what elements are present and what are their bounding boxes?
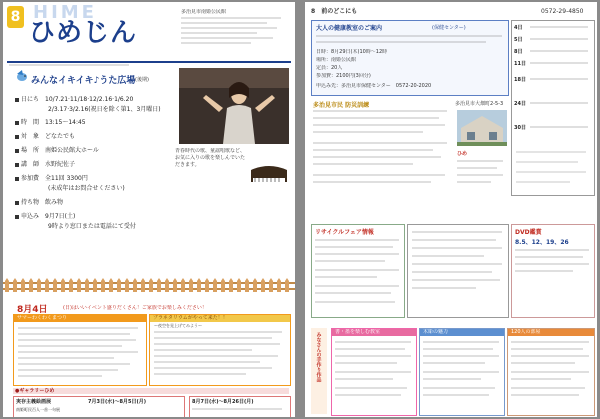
schedule-day-5: 18日 bbox=[514, 77, 526, 83]
woodcarving-title: 木彫の魅力 bbox=[420, 329, 504, 336]
detail-key: 講 師 bbox=[21, 161, 40, 168]
detail-key: 持ち物 bbox=[21, 199, 40, 206]
building-photo bbox=[457, 110, 507, 146]
bullet-icon bbox=[15, 121, 19, 125]
right-top-heading: 前のどこにも bbox=[321, 8, 358, 15]
detail-key: 参加費 bbox=[21, 175, 40, 182]
section-bird-icon bbox=[15, 70, 29, 82]
detail-row-11 bbox=[48, 221, 136, 230]
health-class-tag: (保健センター) bbox=[432, 25, 466, 31]
recycle-panel bbox=[311, 224, 405, 318]
gallery-panel-1 bbox=[13, 396, 185, 417]
singer-photo bbox=[179, 68, 289, 144]
schedule-day-2: 5日 bbox=[514, 37, 523, 43]
mid-section-address: 多治見市大畑町2-5-3 bbox=[455, 101, 504, 107]
detail-value: 10/7.21·11/18·12/2.16·1/6.20 bbox=[45, 96, 134, 103]
summer-festival-panel bbox=[13, 314, 147, 386]
bottom-side-title: みなさんの手作り作品 bbox=[315, 332, 322, 382]
calligraphy-panel bbox=[331, 328, 417, 416]
detail-row-7 bbox=[15, 173, 88, 182]
dvd-panel bbox=[511, 224, 595, 318]
gallery1-dates: 7月3日(水)～8月5日(月) bbox=[88, 399, 147, 405]
detail-value: (未成年はお問合せください) bbox=[48, 185, 125, 192]
right-top-title bbox=[311, 6, 357, 15]
detail-value: 飲み物 bbox=[45, 199, 64, 206]
right-page-number: 8 bbox=[311, 8, 316, 15]
section-title-suffix: (後期) bbox=[135, 77, 149, 83]
detail-row-5 bbox=[15, 145, 99, 154]
gallery-label: ●ギャラリーひめ bbox=[15, 388, 55, 394]
date-heading: 8月4日 bbox=[17, 305, 48, 315]
issue-number-badge bbox=[7, 6, 24, 28]
masthead-title: ひめじん bbox=[29, 18, 138, 48]
detail-row-8 bbox=[48, 183, 125, 192]
detail-row-4 bbox=[15, 131, 75, 140]
detail-value: 9時より窓口または電話にて受付 bbox=[48, 223, 136, 230]
health-class-line-4: 参加費：2100円(3回分) bbox=[316, 73, 371, 79]
detail-row-1 bbox=[15, 94, 133, 103]
gallery3-dates: 8月7日(水)～8月26日(月) bbox=[192, 399, 254, 405]
masthead-divider bbox=[7, 61, 291, 63]
bottom-side-label bbox=[311, 328, 327, 414]
gallery1-title: 実存主義絵画展 bbox=[16, 399, 52, 405]
gallery2-title: 南姫町民百人一首一句展 bbox=[16, 407, 60, 412]
bullet-icon bbox=[15, 98, 19, 102]
calligraphy-title: 書・墨を楽しむ教室 bbox=[332, 329, 416, 336]
gallery-panel-2 bbox=[189, 396, 291, 417]
detail-value: 13:15～14:45 bbox=[45, 119, 86, 126]
health-class-line-2: 場所：南姫公民館 bbox=[316, 57, 357, 63]
planetarium-title: プラネタリウムがやって来た！！ bbox=[150, 315, 290, 322]
planetarium-panel bbox=[149, 314, 291, 386]
detail-value: 水野紀佐子 bbox=[45, 161, 76, 168]
publisher-info-block bbox=[181, 17, 289, 53]
health-class-line-1: 日時：8月29日(木)10時～12時 bbox=[316, 49, 388, 55]
newsletter-right-page bbox=[305, 2, 597, 417]
schedule-day-1: 4日 bbox=[514, 25, 523, 31]
mid-right-text bbox=[457, 150, 507, 194]
schedule-day-6: 24日 bbox=[514, 101, 526, 107]
issue-number: 8 bbox=[10, 9, 21, 25]
detail-row-2 bbox=[48, 104, 161, 113]
event-details bbox=[15, 94, 185, 284]
planetarium-subtitle: ～夜空を見上げてみよう～ bbox=[154, 323, 202, 328]
schedule-day-7: 30日 bbox=[514, 125, 526, 131]
gallery-bar bbox=[13, 388, 289, 394]
schedule-table bbox=[511, 20, 595, 196]
detail-value: 南姫公民館大ホール bbox=[45, 147, 99, 154]
detail-value: 全11回 3300円 bbox=[45, 175, 88, 182]
publisher-name: 多治見市南姫公民館 bbox=[181, 9, 227, 15]
schedule-day-4: 11日 bbox=[514, 61, 526, 67]
summer-festival-title: サマーわくわくまつり bbox=[14, 315, 146, 322]
bullet-icon bbox=[15, 135, 19, 139]
bullet-icon bbox=[15, 163, 19, 167]
detail-value: 9月7日(土) bbox=[45, 213, 76, 220]
detail-value: どなたでも bbox=[45, 133, 76, 140]
dvd-dates: 8.5、12、19、26 bbox=[515, 239, 569, 246]
newsletter-left-page bbox=[3, 2, 295, 417]
dvd-title: DVD鑑賞 bbox=[515, 229, 542, 236]
health-class-title: 大人の健康教室のご案内 bbox=[316, 25, 383, 32]
fence-divider bbox=[3, 278, 295, 292]
piano-icon bbox=[249, 162, 289, 186]
detail-key: 対 象 bbox=[21, 133, 40, 140]
detail-key: 日にち bbox=[21, 96, 40, 103]
mid-section-title: 多治見市民 防災訓練 bbox=[313, 102, 370, 109]
health-class-box bbox=[311, 20, 509, 96]
detail-key: 申込み bbox=[21, 213, 40, 220]
health-class-line-5: 申込み先：多治見市保健センター 0572-20-2020 bbox=[316, 83, 432, 89]
detail-row-9 bbox=[15, 197, 63, 206]
mid-section-text bbox=[313, 110, 453, 192]
detail-key: 場 所 bbox=[21, 147, 40, 154]
woodcarving-panel bbox=[419, 328, 505, 416]
notice-panel bbox=[407, 224, 509, 318]
detail-row-3 bbox=[15, 117, 86, 126]
bullet-icon bbox=[15, 149, 19, 153]
schedule-day-3: 8日 bbox=[514, 49, 523, 55]
right-phone: 0572-29-4850 bbox=[541, 8, 584, 15]
detail-row-6 bbox=[15, 159, 75, 168]
detail-value: 2/3.17·3/2.16(祝日を除く第1、3月曜日) bbox=[48, 106, 161, 113]
knitting-title: 120人の部屋 bbox=[508, 329, 594, 336]
detail-key: 時 間 bbox=[21, 119, 40, 126]
mid-right-title: ひめ bbox=[457, 151, 468, 157]
date-heading-note: (日)はいいイベント盛りだくさん！ご家族でお楽しみください！ bbox=[63, 305, 207, 311]
bullet-icon bbox=[15, 177, 19, 181]
bullet-icon bbox=[15, 201, 19, 205]
masthead-meta bbox=[9, 64, 209, 67]
bullet-icon bbox=[15, 215, 19, 219]
knitting-panel bbox=[507, 328, 595, 416]
health-class-line-3: 定員：20人 bbox=[316, 65, 343, 71]
photo-caption: 青春時代の歌、童謡唱歌など、お気に入りの歌を楽しんでいただきます。 bbox=[175, 148, 245, 168]
detail-row-10 bbox=[15, 211, 75, 220]
section-title: みんなイキイキ♪うた広場 bbox=[31, 76, 136, 86]
recycle-title: リサイクルフェア情報 bbox=[315, 229, 374, 236]
masthead-watermark: HIME bbox=[33, 2, 97, 23]
